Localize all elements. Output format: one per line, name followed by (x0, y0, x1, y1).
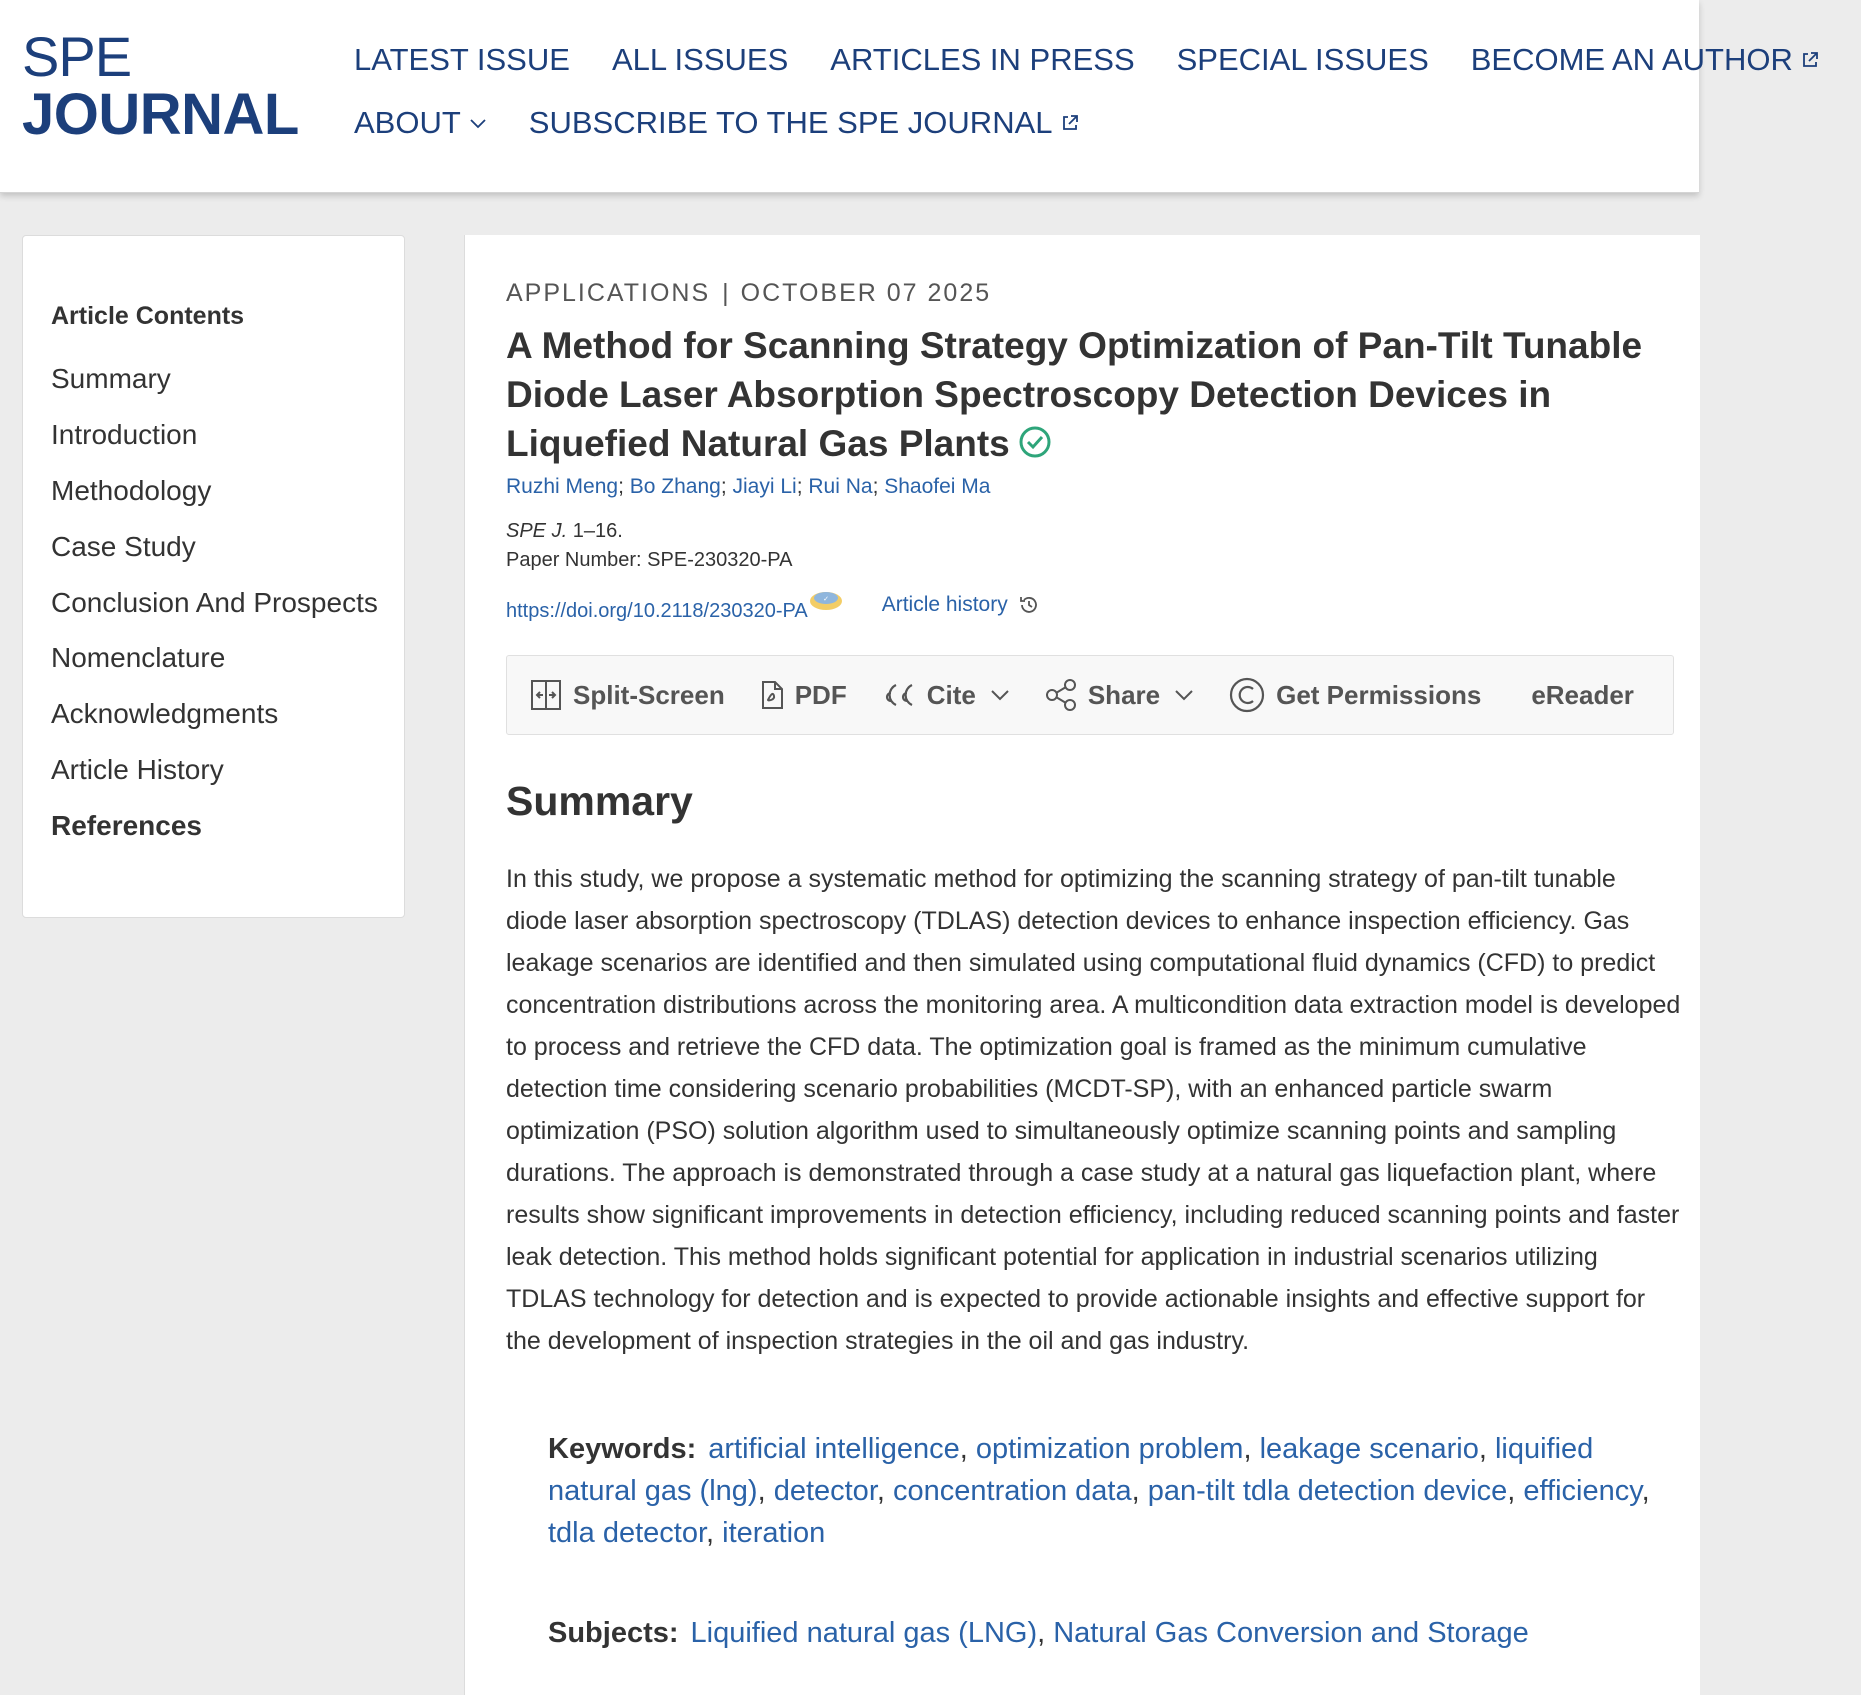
get-permissions-button[interactable] (1228, 676, 1481, 714)
nav-special-issues[interactable]: SPECIAL ISSUES (1176, 42, 1429, 77)
toc-item-case-study[interactable]: Case Study (51, 531, 196, 562)
get-permissions-label: Get Permissions (1276, 679, 1482, 710)
nav-latest-issue[interactable]: LATEST ISSUE (354, 42, 570, 77)
citation-info (506, 517, 792, 575)
nav-about[interactable] (354, 103, 487, 143)
keyword-link[interactable]: tdla detector (548, 1517, 706, 1549)
author-link[interactable]: Bo Zhang (629, 475, 721, 498)
nav-about-label: ABOUT (354, 105, 461, 140)
primary-nav-row-2 (354, 103, 1121, 143)
article-date: OCTOBER 07 2025 (740, 279, 992, 307)
chevron-down-icon (469, 117, 487, 129)
article-title-text: A Method for Scanning Strategy Optimization of Pan-Tilt Tunable Diode Laser Absorption Spectroscopy Detection Devices in Liquefied Natural Gas Plants (506, 325, 1643, 464)
site-header (0, 0, 1793, 193)
author-list: Ruzhi Meng; Bo Zhang; Jiayi Li; Rui Na; Shaofei Ma (506, 475, 991, 498)
journal-abbrev: SPE J. (506, 520, 568, 542)
article-meta (506, 279, 991, 308)
author-link[interactable]: Ruzhi Meng (506, 475, 619, 498)
share-label: Share (1087, 679, 1161, 710)
nav-all-issues[interactable]: ALL ISSUES (611, 42, 789, 77)
svg-text:✓: ✓ (822, 595, 829, 603)
keyword-link[interactable]: efficiency (1523, 1475, 1642, 1507)
keyword-link[interactable]: leakage scenario (1259, 1433, 1479, 1465)
primary-nav-row-1 (354, 40, 1861, 80)
share-button[interactable] (1044, 678, 1194, 712)
ereader-label: eReader (1531, 679, 1634, 710)
chevron-down-icon (990, 689, 1010, 701)
article-contents-list (51, 364, 381, 867)
spe-journal-logo[interactable] (22, 25, 299, 147)
keywords-section: Keywords: artificial intelligence, optimization problem, leakage scenario, liquified natural gas (lng), detector, concentration data, pan-tilt tdla detection device, efficiency, tdla detector, iteration (548, 1433, 1650, 1549)
nav-subscribe[interactable] (529, 103, 1079, 143)
article-main (464, 235, 1700, 1695)
meta-separator: | (722, 279, 729, 307)
cite-label: Cite (926, 679, 976, 710)
keyword-link[interactable]: detector (773, 1475, 877, 1507)
nav-become-an-author-label: BECOME AN AUTHOR (1470, 42, 1793, 77)
article-title (506, 321, 1676, 468)
toc-item-introduction[interactable]: Introduction (51, 419, 198, 450)
article-contents-title: Article Contents (51, 302, 245, 330)
nav-become-an-author[interactable] (1471, 40, 1819, 80)
logo-line-2: JOURNAL (22, 82, 299, 147)
history-clock-icon (1018, 594, 1040, 616)
subjects-section: Subjects: Liquified natural gas (LNG), Natural Gas Conversion and Storage (548, 1617, 1529, 1649)
article-history-link[interactable] (882, 593, 1040, 617)
quote-icon (881, 680, 917, 710)
doi-row (506, 587, 1040, 623)
keyword-link[interactable]: concentration data (893, 1475, 1132, 1507)
share-icon (1044, 678, 1078, 712)
cite-button[interactable] (881, 680, 1010, 711)
subject-link[interactable]: Natural Gas Conversion and Storage (1053, 1617, 1529, 1649)
toc-item-methodology[interactable]: Methodology (51, 475, 212, 506)
pdf-button[interactable] (759, 680, 847, 711)
author-link[interactable]: Jiayi Li (732, 475, 797, 498)
summary-text: In this study, we propose a systematic method for optimizing the scanning strategy of pan-tilt tunable diode laser absorption spectroscopy (TDLAS) detection devices to enhance inspection efficiency. Gas leakage scenarios are identified and then simulated using computational fluid dynamics (CFD) to predict concentration distributions across the monitoring area. A multicondition data extraction model is developed to process and retrieve the CFD data. The optimization goal is framed as the minimum cumulative detection time considering scenario probabilities (MCDT-SP), with an enhanced particle swarm optimization (PSO) solution algorithm used to simultaneously optimize scanning points and sampling durations. The approach is demonstrated through a case study at a natural gas liquefaction plant, where results show significant improvements in detection efficiency, including reduced scanning points and faster leak detection. This method holds significant potential for application in industrial scenarios utilizing TDLAS technology for detection and is expected to provide actionable insights and effective support for the development of inspection strategies in the oil and gas industry. (506, 865, 1681, 1355)
split-screen-label: Split-Screen (573, 679, 725, 710)
ereader-button[interactable] (1531, 680, 1634, 711)
toc-item-article-history[interactable]: Article History (51, 754, 224, 785)
logo-line-1: SPE (22, 25, 132, 88)
pdf-label: PDF (794, 679, 847, 710)
subjects-label: Subjects: (548, 1617, 679, 1649)
pdf-file-icon (759, 680, 785, 710)
article-history-label: Article history (881, 593, 1008, 616)
toc-item-summary[interactable]: Summary (51, 363, 171, 394)
toc-item-acknowledgments[interactable]: Acknowledgments (51, 698, 279, 729)
verified-check-icon (1018, 425, 1052, 459)
copyright-icon (1228, 676, 1266, 714)
toc-item-nomenclature[interactable]: Nomenclature (51, 642, 226, 673)
external-link-icon (1801, 51, 1819, 69)
citation-line (506, 517, 792, 546)
keyword-link[interactable]: artificial intelligence (708, 1433, 960, 1465)
page-range: 1–16. (572, 520, 623, 542)
summary-heading: Summary (506, 778, 693, 824)
keywords-label: Keywords: (548, 1433, 697, 1465)
article-toolbar (506, 655, 1674, 735)
author-link[interactable]: Rui Na (808, 475, 873, 498)
nav-subscribe-label: SUBSCRIBE TO THE SPE JOURNAL (528, 105, 1053, 140)
chevron-down-icon (1174, 689, 1194, 701)
keyword-link[interactable]: iteration (722, 1517, 826, 1549)
nav-articles-in-press[interactable]: ARTICLES IN PRESS (830, 42, 1135, 77)
article-category[interactable]: APPLICATIONS (506, 279, 711, 307)
doi-link[interactable]: https://doi.org/10.2118/230320-PA (506, 600, 808, 622)
keyword-link[interactable]: pan-tilt tdla detection device (1147, 1475, 1508, 1507)
author-link[interactable]: Shaofei Ma (884, 475, 991, 498)
paper-number: Paper Number: SPE-230320-PA (506, 549, 793, 571)
split-screen-icon (529, 678, 563, 712)
toc-item-references[interactable]: References (51, 810, 202, 841)
keyword-link[interactable]: optimization problem (975, 1433, 1244, 1465)
external-link-icon (1061, 114, 1079, 132)
subject-link[interactable]: Liquified natural gas (LNG) (690, 1617, 1038, 1649)
article-contents-sidebar (22, 235, 405, 918)
toc-item-conclusion[interactable]: Conclusion And Prospects (51, 587, 378, 618)
keyword-link[interactable]: liquified natural gas (lng) (548, 1433, 1594, 1507)
split-screen-button[interactable] (529, 678, 725, 712)
crossmark-icon[interactable] (808, 587, 844, 615)
